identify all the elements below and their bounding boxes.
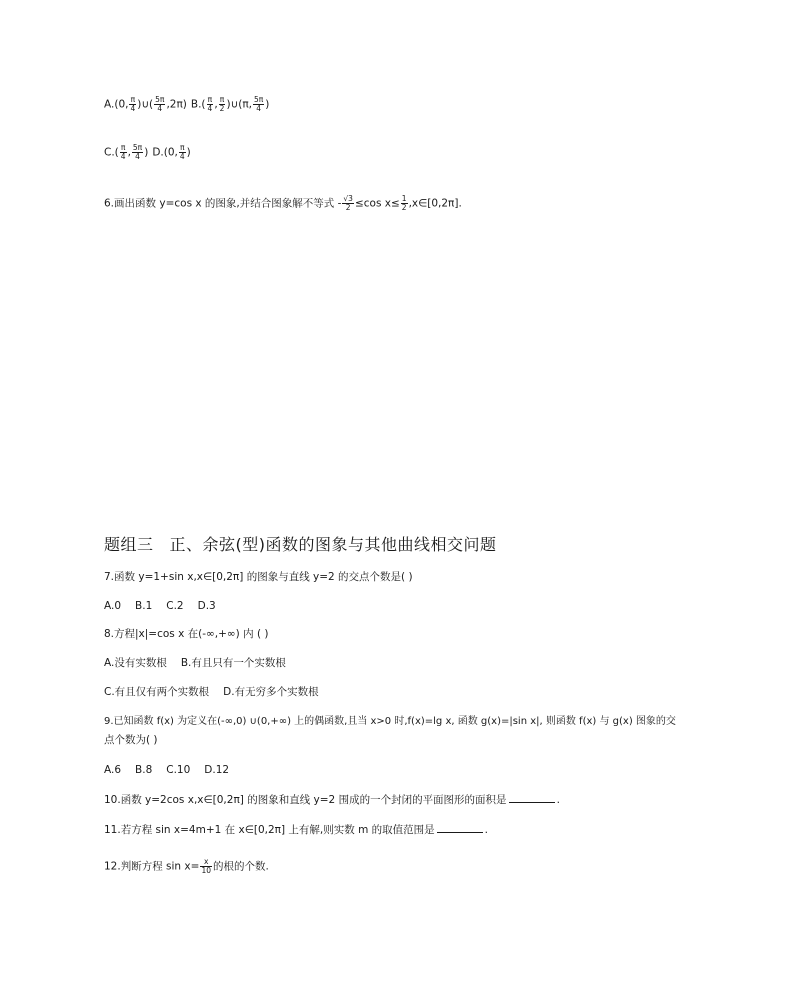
q10-text: 10.函数 y=2cos x,x∈[0,2π] 的图象和直线 y=2 围成的一个封闭的平面图形的面积是 [104, 794, 507, 806]
answer-blank[interactable] [437, 822, 483, 833]
option-b-open: ( [201, 98, 206, 111]
section-group-label: 题组三 [104, 535, 154, 554]
q9-options [104, 763, 229, 777]
section-heading [104, 532, 497, 555]
fraction: $\frac{5\pi}{4}$ [155, 95, 165, 113]
fraction: $\frac{\pi}{2}$ [219, 95, 225, 113]
option-b-union: )∪(π, [226, 98, 252, 111]
q11-end: . [484, 824, 488, 836]
option-a-open: (0, [114, 98, 129, 111]
option-a-close: ,2π) [166, 98, 187, 111]
q8-option-d: D.有无穷多个实数根 [223, 686, 319, 698]
q11-text: 11.若方程 sin x=4m+1 在 x∈[0,2π] 上有解,则实数 m 的取值范围是 [104, 824, 435, 836]
q12-text-a: 12.判断方程 sin x= [104, 860, 200, 873]
q7-option-a: A.0 [104, 600, 122, 612]
q8-option-b: B.有且只有一个实数根 [180, 657, 286, 669]
q7-option-d: D.3 [197, 600, 216, 612]
question-9-line-2 [104, 733, 158, 747]
option-a-union: )∪( [137, 98, 154, 111]
fraction: $\frac{\pi}{4}$ [120, 143, 126, 161]
q7-option-b: B.1 [135, 600, 153, 612]
answer-blank[interactable] [509, 792, 555, 803]
q9-line-2: 点个数为( ) [104, 734, 158, 746]
q6-text-c: ,x∈[0,2π]. [408, 197, 462, 210]
fraction: $\frac{x}{10}$ [201, 857, 211, 875]
option-b-label: B. [190, 98, 202, 111]
q7-option-c: C.2 [166, 600, 184, 612]
question-10 [104, 792, 560, 807]
option-d-label: D. [152, 146, 164, 159]
question-7 [104, 570, 413, 584]
q9-option-a: A.6 [104, 764, 122, 776]
option-c-close: ) [144, 146, 149, 159]
fraction: $\frac{\pi}{4}$ [130, 95, 136, 113]
fraction: $\frac{5\pi}{4}$ [132, 143, 143, 161]
question-11 [104, 822, 488, 837]
q7-options [104, 599, 216, 613]
option-d-open: (0, [163, 146, 178, 159]
option-c-open: ( [114, 146, 119, 159]
q9-option-c: C.10 [166, 764, 191, 776]
fraction: $\frac{\pi}{4}$ [179, 143, 185, 161]
q8-option-c: C.有且仅有两个实数根 [104, 686, 210, 698]
section-title: 正、余弦(型)函数的图象与其他曲线相交问题 [169, 535, 497, 554]
option-d-close: ) [186, 146, 191, 159]
q7-stem: 7.函数 y=1+sin x,x∈[0,2π] 的图象与直线 y=2 的交点个数是( ) [104, 571, 413, 583]
q8-stem: 8.方程|x|=cos x 在(-∞,+∞) 内 ( ) [104, 628, 269, 640]
q9-line-1: 9.已知函数 f(x) 为定义在(-∞,0) ∪(0,+∞) 上的偶函数,且当 x>0 时,f(x)=lg x, 函数 g(x)=|sin x|, 则函数 f(x) 与 g(x) 图象的交 [104, 716, 676, 727]
q9-option-b: B.8 [135, 764, 153, 776]
q6-text-a: 6.画出函数 y=cos x 的图象,并结合图象解不等式 - [104, 197, 342, 210]
fraction: $\frac{1}{2}$ [401, 194, 407, 212]
fraction: $\frac{√3}{2}$ [343, 194, 353, 212]
fraction: $\frac{5\pi}{4}$ [253, 95, 264, 113]
q8-options-line-1 [104, 656, 286, 670]
option-b-close: ) [265, 98, 270, 111]
q8-option-a: A.没有实数根 [104, 657, 167, 669]
question-8 [104, 627, 268, 641]
option-a-label: A. [104, 98, 115, 111]
q10-end: . [556, 794, 560, 806]
question-12 [104, 858, 269, 875]
question-6 [104, 195, 462, 212]
q5-options-line-2: C.( $\frac{\pi}{4}$ , $\frac{5\pi}{4}$ ) D.(0, $\frac{\pi}{4}$ ) [104, 143, 191, 161]
q5-options-line-1: A.(0, $\frac{\pi}{4}$ )∪( $\frac{5\pi}{4}$ ,2π) B.( $\frac{\pi}{4}$ , $\frac{\pi}{2}$ )∪(π, $\frac{5\pi}{4}$ ) [104, 95, 270, 113]
option-c-label: C. [104, 146, 115, 159]
q12-text-b: 的根的个数. [212, 860, 269, 873]
fraction: $\frac{\pi}{4}$ [207, 95, 213, 113]
q6-text-b: ≤cos x≤ [354, 197, 400, 210]
question-9-line-1 [104, 715, 676, 729]
q8-options-line-2 [104, 685, 319, 699]
q9-option-d: D.12 [204, 764, 230, 776]
